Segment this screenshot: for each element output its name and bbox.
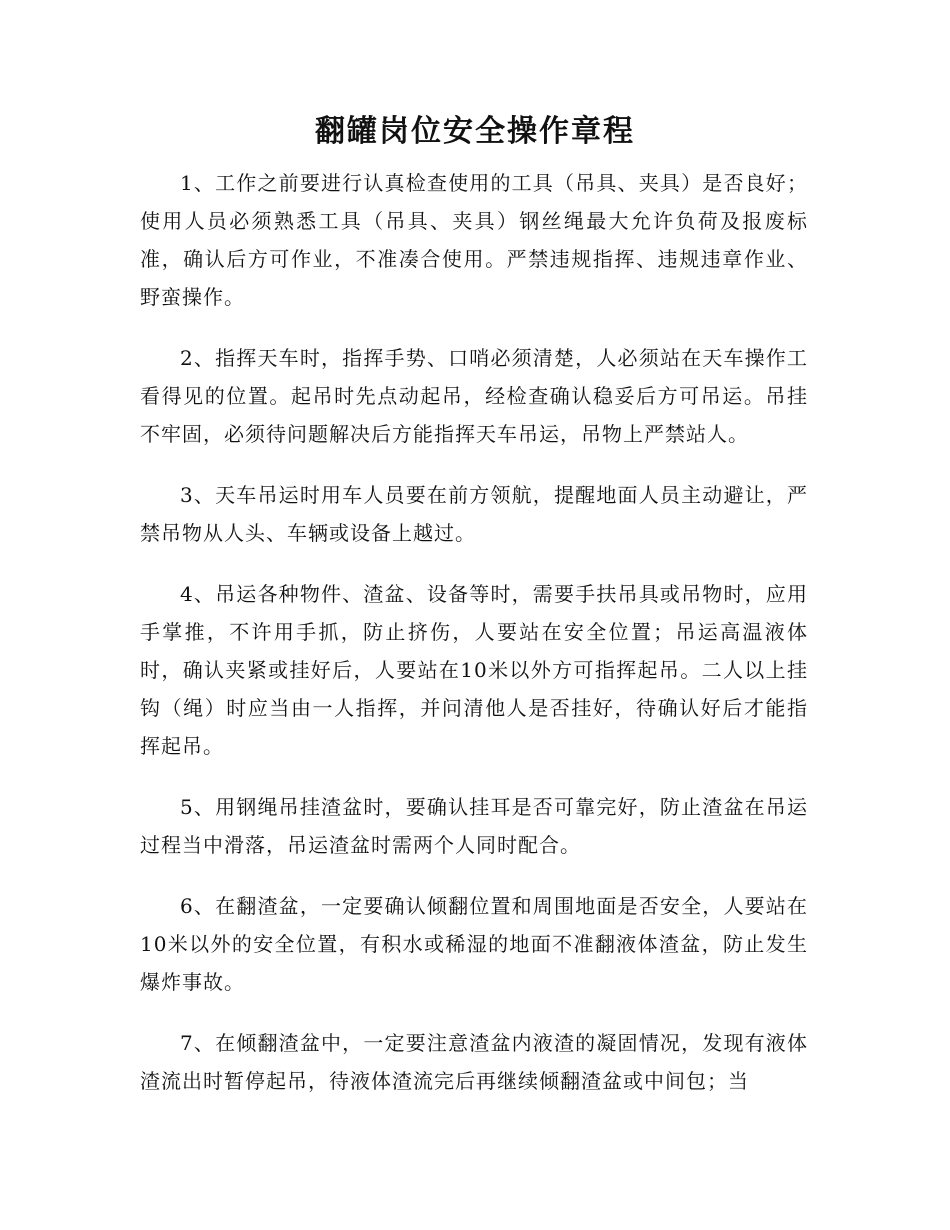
- document-body: [140, 164, 808, 1123]
- paragraph-1: 1、工作之前要进行认真检查使用的工具（吊具、夹具）是否良好；使用人员必须熟悉工具（吊具、夹具）钢丝绳最大允许负荷及报废标准，确认后方可作业，不准凑合使用。严禁违规指挥、违规违章作业、野蛮操作。: [140, 171, 808, 309]
- paragraph-6: 6、在翻渣盆，一定要确认倾翻位置和周围地面是否安全，人要站在10米以外的安全位置，有积水或稀湿的地面不准翻液体渣盆，防止发生爆炸事故。: [140, 894, 808, 994]
- paragraph-5: 5、用钢绳吊挂渣盆时，要确认挂耳是否可靠完好，防止渣盆在吊运过程当中滑落，吊运渣盆时需两个人同时配合。: [140, 795, 808, 857]
- paragraph-4: 4、吊运各种物件、渣盆、设备等时，需要手扶吊具或吊物时，应用手掌推，不许用手抓，防止挤伤，人要站在安全位置；吊运高温液体时，确认夹紧或挂好后，人要站在10米以外方可指挥起吊。二人以上挂钩（绳）时应当由一人指挥，并问清他人是否挂好，待确认好后才能指挥起吊。: [140, 582, 808, 758]
- paragraph-7: 7、在倾翻渣盆中，一定要注意渣盆内液渣的凝固情况，发现有液体渣流出时暂停起吊，待液体渣流完后再继续倾翻渣盆或中间包；当: [140, 1031, 808, 1093]
- paragraph-3: 3、天车吊运时用车人员要在前方领航，提醒地面人员主动避让，严禁吊物从人头、车辆或设备上越过。: [140, 483, 808, 545]
- paragraph-2: 2、指挥天车时，指挥手势、口哨必须清楚，人必须站在天车操作工看得见的位置。起吊时先点动起吊，经检查确认稳妥后方可吊运。吊挂不牢固，必须待问题解决后方能指挥天车吊运，吊物上严禁站人。: [140, 346, 808, 446]
- document-title: 翻罐岗位安全操作章程: [315, 114, 635, 149]
